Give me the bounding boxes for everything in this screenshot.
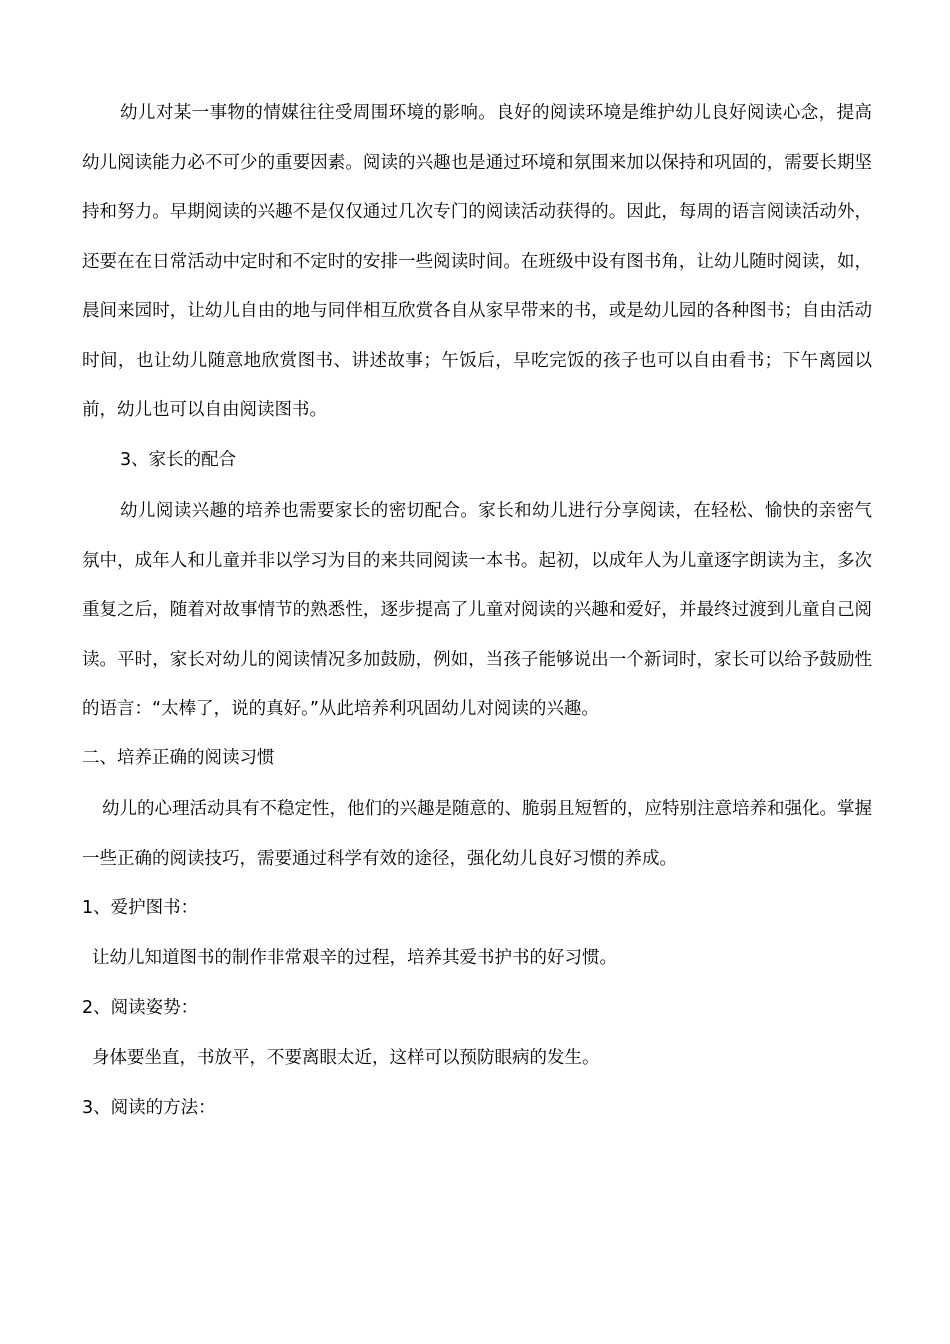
item-reading-method-title: 3、阅读的方法： — [82, 1098, 216, 1118]
heading-reading-habits: 二、培养正确的阅读习惯 — [82, 748, 275, 768]
paragraph-reading-environment: 幼儿对某一事物的情媒往往受周围环境的影响。良好的阅读环境是维护幼儿良好阅读心念，提高幼儿阅读能力必不可少的重要因素。阅读的兴趣也是通过环境和氛围来加以保持和巩固的，需要长期坚持和努力。早期阅读的兴趣不是仅仅通过几次专门的阅读活动获得的。因此，每周的语言阅读活动外，还要在在日常活动中定时和不定时的安排一些阅读时间。在班级中设有图书角，让幼儿随时阅读，如，晨间来园时，让幼儿自由的地与同伴相互欣赏各自从家早带来的书，或是幼儿园的各种图书；自由活动时间，也让幼儿随意地欣赏图书、讲述故事；午饭后，早吃完饭的孩子也可以自由看书；下午离园以前，幼儿也可以自由阅读图书。 — [82, 103, 872, 420]
heading-parent-cooperation: 3、家长的配合 — [120, 450, 237, 470]
item-care-books-body: 让幼儿知道图书的制作非常艰辛的过程，培养其爱书护书的好习惯。 — [92, 948, 617, 968]
item-reading-posture-body: 身体要坐直，书放平，不要离眼太近，这样可以预防眼病的发生。 — [92, 1048, 600, 1068]
item-reading-posture-title: 2、阅读姿势： — [82, 998, 199, 1018]
paragraph-parent-cooperation: 幼儿阅读兴趣的培养也需要家长的密切配合。家长和幼儿进行分享阅读，在轻松、愉快的亲密气氛中，成年人和儿童并非以学习为目的来共同阅读一本书。起初，以成年人为儿童逐字朗读为主，多次重复之后，随着对故事情节的熟悉性，逐步提高了儿童对阅读的兴趣和爱好，并最终过渡到儿童自己阅读。平时，家长对幼儿的阅读情况多加鼓励，例如，当孩子能够说出一个新词时，家长可以给予鼓励性的语言：“太棒了，说的真好。”从此培养利巩固幼儿对阅读的兴趣。 — [82, 501, 872, 719]
paragraph-reading-habits: 幼儿的心理活动具有不稳定性，他们的兴趣是随意的、脆弱且短暂的，应特别注意培养和强化。掌握一些正确的阅读技巧，需要通过科学有效的途径，强化幼儿良好习惯的养成。 — [82, 799, 872, 869]
item-care-books-title: 1、爱护图书： — [82, 898, 199, 918]
